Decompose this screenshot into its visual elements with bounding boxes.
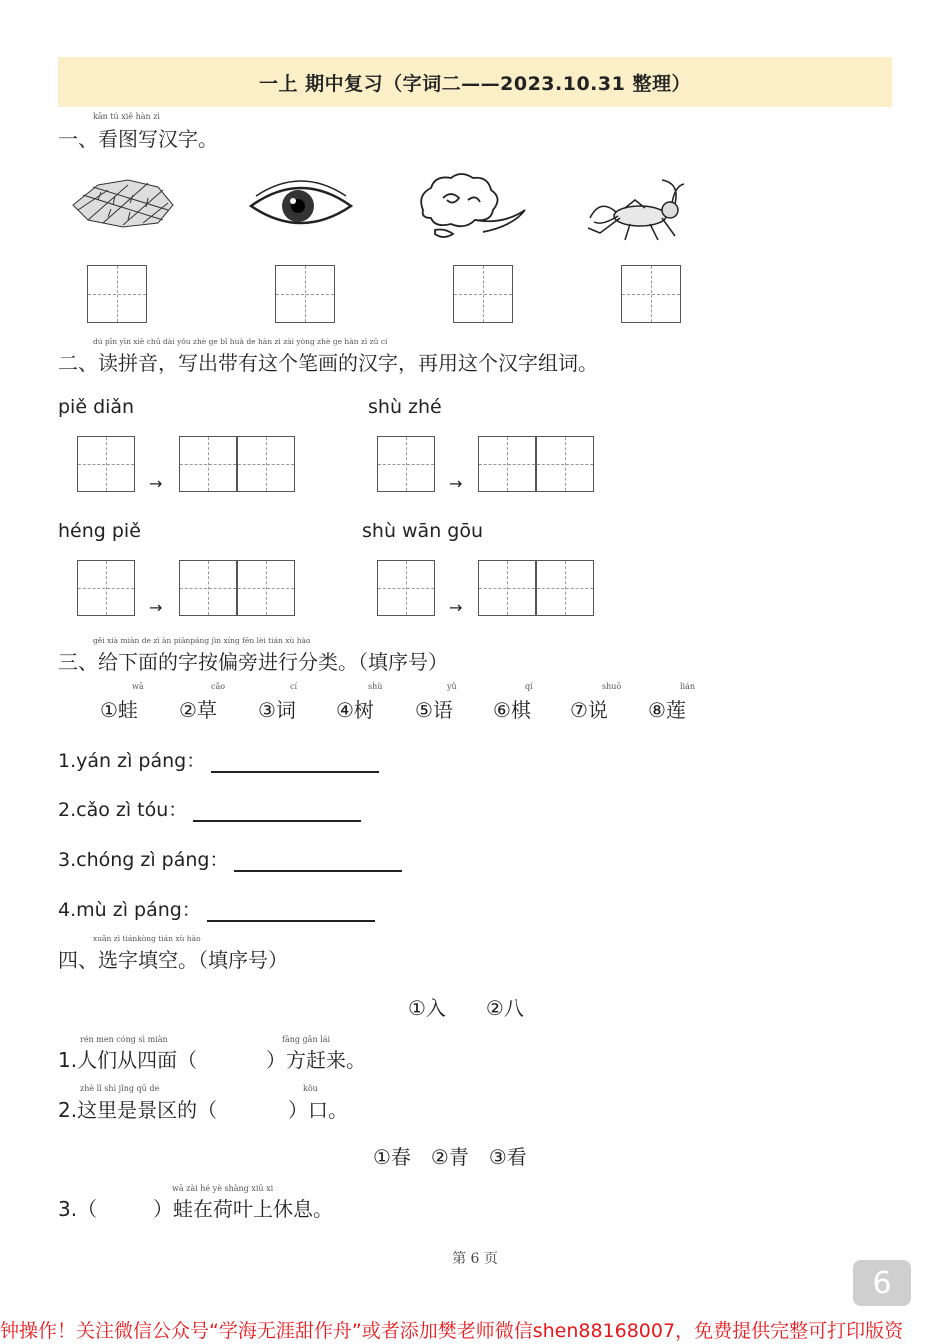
word-box-1b[interactable] bbox=[237, 436, 295, 492]
char-option: shuō ⑦说 bbox=[570, 682, 622, 722]
q2-pinyin-b: kǒu bbox=[303, 1084, 318, 1093]
page-title: 一上 期中复习（字词二——2023.10.31 整理） bbox=[58, 57, 892, 107]
section1-pinyin: kān tú xiě hàn zì bbox=[93, 112, 160, 121]
word-options-1: ①入 ②八 bbox=[408, 996, 524, 1020]
answer-box-4[interactable] bbox=[621, 265, 681, 323]
answer-blank[interactable] bbox=[234, 850, 402, 872]
cloud-picture bbox=[413, 170, 531, 248]
fill-question-3b: ）蛙在荷叶上休息。 bbox=[153, 1197, 333, 1221]
word-box-2a[interactable] bbox=[478, 436, 536, 492]
answer-blank[interactable] bbox=[211, 751, 379, 773]
stroke-label-1: piě diǎn bbox=[58, 396, 135, 418]
arrow-icon: → bbox=[449, 474, 463, 493]
char-option: shù ④树 bbox=[336, 682, 383, 722]
stroke-label-4: shù wān gōu bbox=[362, 520, 484, 542]
stroke-label-2: shù zhé bbox=[368, 396, 442, 418]
word-box-3b[interactable] bbox=[237, 560, 295, 616]
answer-blank[interactable] bbox=[207, 900, 375, 922]
char-option: cí ③词 bbox=[258, 682, 298, 722]
answer-blank[interactable] bbox=[193, 800, 361, 822]
classify-question-3: 3.chóng zì páng： bbox=[58, 845, 402, 872]
arrow-icon: → bbox=[149, 598, 163, 617]
fill-question-2b: ）口。 bbox=[288, 1098, 348, 1122]
arrow-icon: → bbox=[149, 474, 163, 493]
classify-question-2: 2.cǎo zì tóu： bbox=[58, 795, 361, 822]
char-option: wā ①蛙 bbox=[100, 682, 144, 722]
classify-question-4: 4.mù zì páng： bbox=[58, 895, 375, 922]
section4-title: 四、选字填空。（填序号） bbox=[58, 948, 288, 972]
q1-pinyin-b: fāng gǎn lái bbox=[282, 1035, 331, 1044]
answer-box-3[interactable] bbox=[453, 265, 513, 323]
page-number: 第 6 页 bbox=[452, 1251, 498, 1267]
char-option: qí ⑥棋 bbox=[493, 682, 533, 722]
stroke-char-box-2[interactable] bbox=[377, 436, 435, 492]
classify-question-1: 1.yán zì páng： bbox=[58, 746, 379, 773]
q2-pinyin-a: zhè lǐ shì jǐng qū de bbox=[80, 1084, 160, 1093]
word-options-2: ①春 ②青 ③看 bbox=[373, 1145, 527, 1169]
word-box-3a[interactable] bbox=[179, 560, 237, 616]
fill-question-1b: ）方赶来。 bbox=[266, 1048, 366, 1072]
word-box-2b[interactable] bbox=[536, 436, 594, 492]
fill-question-2a: 2.这里是景区的（ bbox=[58, 1098, 218, 1122]
insect-picture bbox=[580, 178, 690, 248]
section2-pinyin: dú pīn yīn xiě chū dài yǒu zhè ge bǐ huà de hàn zì zài yòng zhè ge hàn zì zǔ cí bbox=[93, 337, 388, 346]
stroke-char-box-4[interactable] bbox=[377, 560, 435, 616]
section1-title: 一、看图写汉字。 bbox=[58, 127, 218, 151]
word-box-4a[interactable] bbox=[478, 560, 536, 616]
section4-pinyin: xuǎn zì tiánkòng tián xù hào bbox=[93, 934, 201, 943]
char-option: lián ⑧莲 bbox=[648, 682, 696, 722]
section3-pinyin: gěi xià miàn de zì àn piānpáng jìn xíng fēn lèi tián xù hào bbox=[93, 636, 311, 645]
char-option: yǔ ⑤语 bbox=[415, 682, 457, 722]
stroke-char-box-1[interactable] bbox=[77, 436, 135, 492]
word-box-4b[interactable] bbox=[536, 560, 594, 616]
word-box-1a[interactable] bbox=[179, 436, 237, 492]
footer-notice: 钟操作！关注微信公众号“学海无涯甜作舟”或者添加樊老师微信shen88168007，免费提供完整可打印版资 bbox=[0, 1320, 904, 1342]
q1-pinyin-a: rén men cóng sì miàn bbox=[80, 1035, 168, 1044]
arrow-icon: → bbox=[449, 598, 463, 617]
eye-picture bbox=[246, 178, 356, 233]
page-badge: 6 bbox=[853, 1260, 911, 1306]
stroke-label-3: héng piě bbox=[58, 520, 141, 542]
stroke-char-box-3[interactable] bbox=[77, 560, 135, 616]
char-option: cǎo ②草 bbox=[179, 682, 226, 722]
grass-picture bbox=[68, 165, 178, 235]
answer-box-2[interactable] bbox=[275, 265, 335, 323]
fill-question-1a: 1.人们从四面（ bbox=[58, 1048, 198, 1072]
fill-question-3a: 3.（ bbox=[58, 1197, 98, 1221]
section2-title: 二、读拼音，写出带有这个笔画的汉字，再用这个汉字组词。 bbox=[58, 351, 598, 375]
q3-pinyin: wā zài hé yè shàng xiū xi bbox=[172, 1184, 274, 1193]
answer-box-1[interactable] bbox=[87, 265, 147, 323]
section3-title: 三、给下面的字按偏旁进行分类。（填序号） bbox=[58, 650, 448, 674]
